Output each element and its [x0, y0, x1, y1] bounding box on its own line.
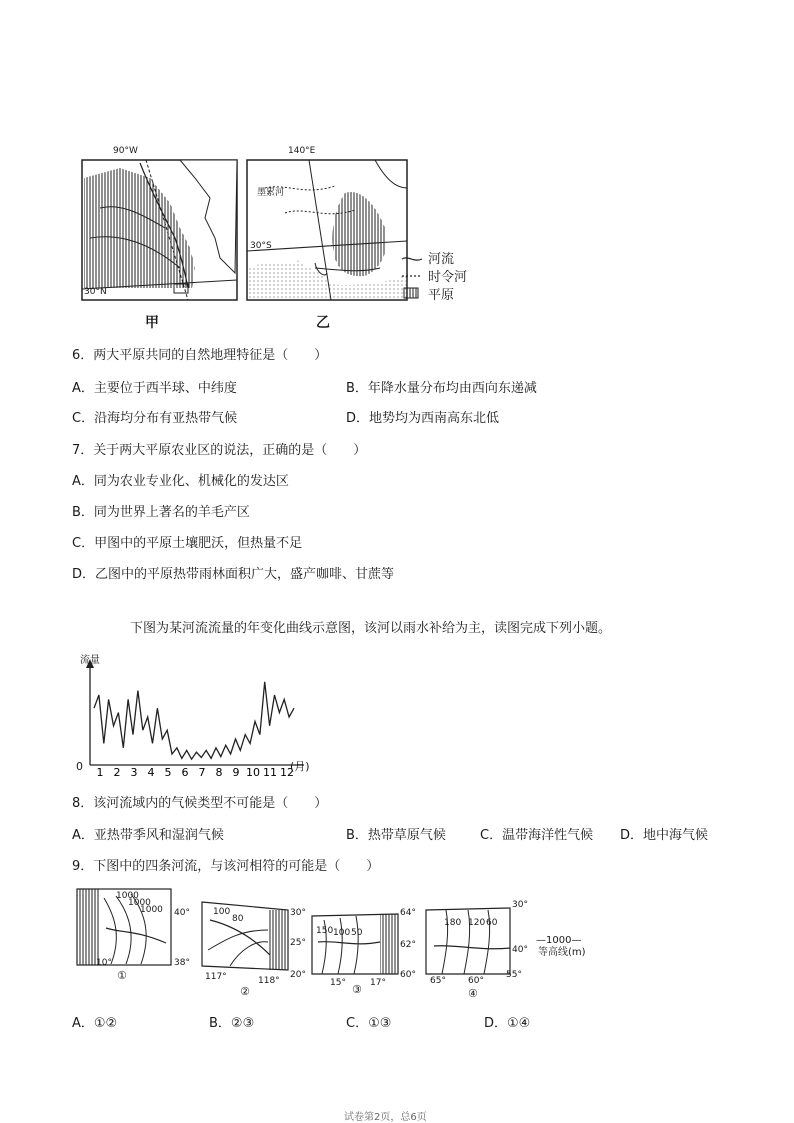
q9-stem: 9．下图中的四条河流，与该河相符的可能是（ ） [72, 859, 380, 874]
chart-x-tick-label: 4 [147, 766, 155, 779]
chart-x-tick-label: 7 [198, 766, 206, 779]
q9-option-a[interactable]: A．①② [72, 1016, 118, 1031]
q7-option-d[interactable]: D．乙图中的平原热带雨林面积广大，盛产咖啡、甘蔗等 [72, 567, 395, 582]
legend-seasonal-river: 时令河 [428, 270, 468, 285]
q7-stem: 7．关于两大平原农业区的说法，正确的是（ ） [72, 443, 367, 458]
map4-number: ④ [468, 987, 478, 1000]
chart-x-tick-label: 12 [280, 766, 294, 779]
q6-stem: 6．两大平原共同的自然地理特征是（ ） [72, 348, 328, 363]
chart-x-tick-label: 9 [232, 766, 240, 779]
river-map-4 [424, 906, 512, 976]
map4-lat-top: 30° [512, 900, 528, 910]
map-jia-label: 甲 [145, 315, 159, 331]
map1-lat-bot: 38° [174, 958, 190, 968]
q8-option-d[interactable]: D．地中海气候 [620, 828, 709, 843]
map2-lat-bot: 20° [290, 970, 306, 980]
legend-plain: 平原 [428, 288, 455, 303]
map-yi-inset: 墨累河 [257, 188, 285, 198]
q8-option-b[interactable]: B．热带草原气候 [346, 828, 446, 843]
q9-option-b[interactable]: B．②③ [209, 1016, 255, 1031]
map-yi-lon: 140°E [288, 146, 316, 156]
contour-legend-label: 等高线(m) [538, 947, 586, 958]
q6-option-d[interactable]: D．地势均为西南高东北低 [346, 411, 500, 426]
map3-lon-right: 17° [370, 978, 386, 988]
map-jia-lat: 30°N [84, 287, 107, 297]
q7-option-b[interactable]: B．同为世界上著名的羊毛产区 [72, 505, 250, 520]
map1-c2: 1000 [128, 898, 151, 908]
chart-origin: 0 [76, 760, 83, 773]
map4-lat-bot: 40° [512, 945, 528, 955]
map-jia-lon: 90°W [113, 146, 138, 156]
chart-x-tick-label: 11 [263, 766, 277, 779]
map4-c2: 120 [468, 918, 486, 928]
q8-option-c[interactable]: C．温带海洋性气候 [480, 828, 594, 843]
q6-option-b[interactable]: B．年降水量分布均由西向东递减 [346, 381, 537, 396]
map-yi-label: 乙 [316, 315, 330, 331]
flow-chart [72, 655, 322, 780]
map1-lat-top: 40° [174, 908, 190, 918]
chart-x-tick-label: 2 [113, 766, 121, 779]
map-jia [80, 148, 240, 303]
map1-lon: 10° [96, 958, 112, 968]
map4-c3: 60 [486, 918, 498, 928]
chart-x-tick-label: 8 [215, 766, 223, 779]
map2-lat-mid: 25° [290, 938, 306, 948]
map2-c1: 100 [213, 907, 231, 917]
q9-option-c[interactable]: C．①③ [346, 1016, 392, 1031]
map3-lon-left: 15° [330, 978, 346, 988]
contour-legend-value: —1000— [536, 935, 582, 946]
map4-lon-mid: 60° [468, 976, 484, 986]
chart-series-line [94, 682, 294, 759]
map2-lat-top: 30° [290, 908, 306, 918]
map-yi [245, 148, 410, 303]
chart-x-tick-label: 5 [164, 766, 172, 779]
map2-lon-right: 118° [258, 976, 280, 986]
map2-c2: 80 [232, 914, 244, 924]
q6-option-a[interactable]: A．主要位于西半球、中纬度 [72, 381, 237, 396]
chart-x-label: (月) [290, 760, 310, 773]
q8-option-a[interactable]: A．亚热带季风和湿润气候 [72, 828, 224, 843]
q7-option-a[interactable]: A．同为农业专业化、机械化的发达区 [72, 474, 289, 489]
intro-text: 下图为某河流流量的年变化曲线示意图，该河以雨水补给为主，读图完成下列小题。 [130, 621, 612, 636]
map4-c1: 180 [444, 918, 462, 928]
q9-option-d[interactable]: D．①④ [484, 1016, 531, 1031]
map1-c1: 1000 [116, 891, 139, 901]
map3-c1: 150 [316, 926, 334, 936]
chart-x-tick-label: 3 [130, 766, 138, 779]
map4-lon-right: 55° [506, 970, 522, 980]
q7-option-c[interactable]: C．甲图中的平原土壤肥沃，但热量不足 [72, 536, 303, 551]
chart-y-label: 流量 [80, 655, 100, 666]
contour-legend-number: 1000 [546, 935, 572, 946]
chart-x-tick-label: 6 [181, 766, 189, 779]
map3-c3: 50 [351, 928, 363, 938]
map3-number: ③ [352, 983, 362, 996]
map3-c2: 100 [333, 928, 351, 938]
map3-lat-top: 64° [400, 908, 416, 918]
map1-c3: 1000 [140, 905, 163, 915]
river-map-3 [310, 912, 400, 976]
legend-symbols [400, 252, 430, 304]
legend-river: 河流 [428, 252, 455, 267]
map4-lon-left: 65° [430, 976, 446, 986]
chart-x-tick-label: 10 [246, 766, 260, 779]
q8-stem: 8．该河流域内的气候类型不可能是（ ） [72, 796, 328, 811]
map1-number: ① [117, 969, 127, 982]
page-footer: 试卷第2页，总6页 [344, 1112, 427, 1123]
map2-number: ② [240, 985, 250, 998]
map-yi-lat: 30°S [250, 241, 272, 251]
chart-x-tick-label: 1 [96, 766, 104, 779]
map3-lat-mid: 62° [400, 940, 416, 950]
q6-option-c[interactable]: C．沿海均分布有亚热带气候 [72, 411, 238, 426]
map3-lat-bot: 60° [400, 970, 416, 980]
map2-lon-left: 117° [205, 972, 227, 982]
